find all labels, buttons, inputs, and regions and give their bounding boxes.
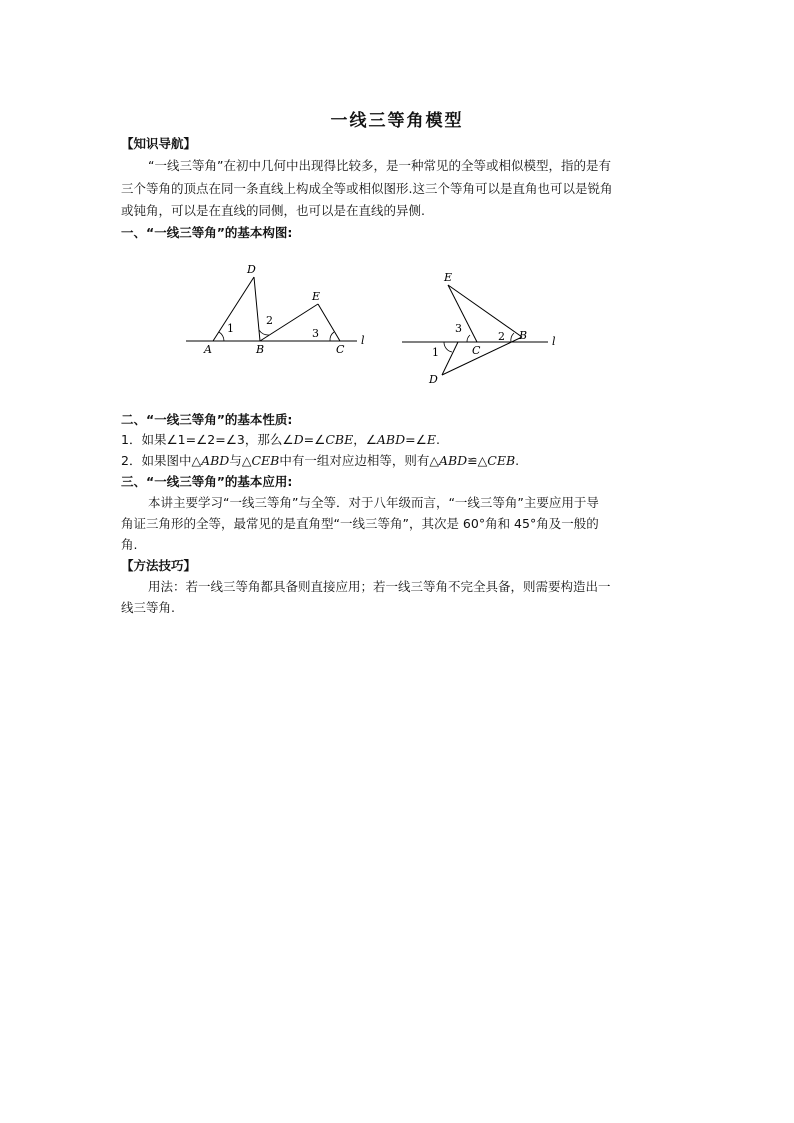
section3-heading: 三、“一线三等角”的基本应用: bbox=[121, 474, 293, 489]
figure2-segment-DB bbox=[442, 337, 522, 375]
property-item-2 bbox=[121, 451, 519, 471]
figure1-angle1-arc bbox=[219, 332, 224, 341]
property2-triangle-CEB-2: CEB bbox=[487, 453, 516, 468]
knowledge-paragraph-line-2: 三个等角的顶点在同一条直线上构成全等或相似图形.这三个等角可以是直角也可以是锐角 bbox=[121, 181, 613, 196]
knowledge-heading: 【知识导航】 bbox=[121, 136, 197, 151]
application-paragraph-line-2: 角证三角形的全等，最常见的是直角型“一线三等角”，其次是 60°角和 45°角及一般的 bbox=[121, 516, 599, 531]
property1-text-equals-2: =∠ bbox=[405, 432, 427, 447]
figure2-angle1-label: 1 bbox=[432, 346, 439, 359]
property1-text-separator: ，∠ bbox=[353, 432, 377, 447]
application-paragraph-line-3: 角. bbox=[121, 537, 138, 552]
property2-congruent-symbol: ≌△ bbox=[467, 453, 488, 468]
section1-heading: 一、“一线三等角”的基本构图: bbox=[121, 225, 293, 240]
knowledge-paragraph-line-1: “一线三等角”在初中几何中出现得比较多，是一种常见的全等或相似模型，指的是有 bbox=[148, 158, 611, 173]
figure2-label-C: C bbox=[472, 344, 481, 357]
figure2-label-D: D bbox=[429, 373, 438, 386]
figure2-angle1-arc bbox=[444, 342, 452, 352]
property2-text-condition: 中有一组对应边相等，则有△ bbox=[279, 453, 439, 468]
figure2-label-l: l bbox=[552, 335, 556, 348]
figure2-angle3-arc bbox=[467, 335, 470, 342]
property2-text-and: 与△ bbox=[229, 453, 252, 468]
figure2-label-B: B bbox=[519, 329, 528, 342]
figure2-angle2-label: 2 bbox=[498, 330, 505, 343]
figure1-label-E: E bbox=[312, 290, 321, 303]
figure1-angle2-arc bbox=[259, 330, 269, 335]
property-item-1 bbox=[121, 430, 440, 450]
property2-triangle-ABD: ABD bbox=[201, 453, 230, 468]
property2-text-prefix: 2．如果图中△ bbox=[121, 453, 202, 468]
figure1-segment-DB bbox=[254, 277, 260, 341]
figure1-angle1-label: 1 bbox=[227, 322, 234, 335]
property1-angle-ABD: ABD bbox=[376, 432, 406, 447]
figure1-angle3-label: 3 bbox=[312, 327, 319, 340]
property2-triangle-ABD-2: ABD bbox=[438, 453, 468, 468]
figure2-segment-AD bbox=[442, 342, 458, 375]
figure1-label-l: l bbox=[361, 334, 365, 347]
page-title: 一线三等角模型 bbox=[330, 111, 464, 131]
figure1-segment-EC bbox=[318, 304, 340, 341]
method-paragraph-line-1: 用法：若一线三等角都具备则直接应用；若一线三等角不完全具备，则需要构造出一 bbox=[148, 579, 611, 594]
property1-text-prefix: 1．如果∠1=∠2=∠3，那么∠ bbox=[121, 432, 294, 447]
property1-angle-D: D bbox=[293, 432, 304, 447]
basic-construction-figures bbox=[180, 258, 580, 390]
method-paragraph-line-2: 线三等角. bbox=[121, 600, 175, 615]
section2-heading: 二、“一线三等角”的基本性质: bbox=[121, 412, 293, 427]
property1-text-end: . bbox=[435, 432, 440, 447]
figure2-angle3-label: 3 bbox=[455, 322, 462, 335]
figure1-label-A: A bbox=[204, 343, 212, 356]
figure1-angle3-arc bbox=[330, 332, 334, 341]
figure-same-side bbox=[186, 263, 365, 356]
property2-triangle-CEB: CEB bbox=[251, 453, 280, 468]
property2-text-end: . bbox=[515, 453, 520, 468]
figure1-angle2-label: 2 bbox=[266, 314, 273, 327]
figure2-label-E: E bbox=[444, 271, 453, 284]
application-paragraph-line-1: 本讲主要学习“一线三等角”与全等．对于八年级而言，“一线三等角”主要应用于导 bbox=[148, 495, 599, 510]
method-heading: 【方法技巧】 bbox=[121, 558, 197, 573]
property1-text-equals: =∠ bbox=[303, 432, 326, 447]
figure2-segment-EC bbox=[448, 285, 477, 342]
figure1-label-D: D bbox=[247, 263, 256, 276]
property1-angle-E: E bbox=[426, 432, 436, 447]
figure1-label-B: B bbox=[256, 343, 265, 356]
property1-angle-CBE: CBE bbox=[325, 432, 354, 447]
knowledge-paragraph-line-3: 或钝角，可以是在直线的同侧，也可以是在直线的异侧. bbox=[121, 203, 425, 218]
figure1-label-C: C bbox=[336, 343, 345, 356]
figure-opposite-sides bbox=[402, 271, 556, 386]
